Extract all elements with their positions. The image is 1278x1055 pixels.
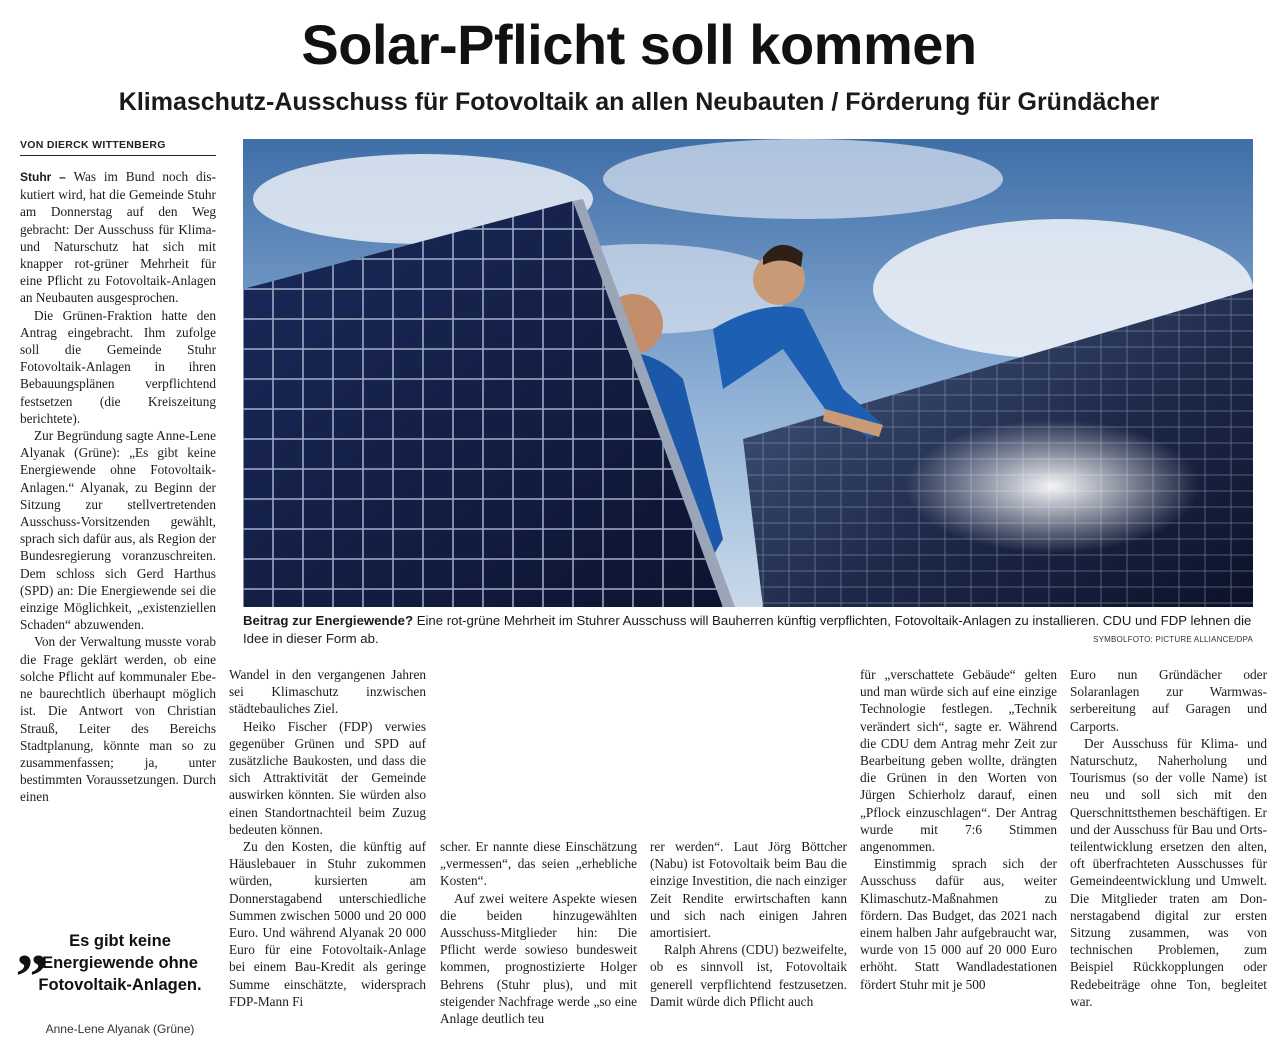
solar-panel-installation-image: [243, 139, 1253, 607]
paragraph: Von der Verwaltung musste vorab die Frage geklärt werden, ob eine solche Pflicht auf kommunaler Ebene baurechtlich überhaupt möglich ist. Die Antwort von Christian Strauß, Leiter des Bereichs Stadtplanung, könnte man so zu zusammenfassen; ja, unter bestimmten Voraussetzungen. Durch einen: [20, 634, 216, 805]
subheadline: Klimaschutz-Ausschuss für Fotovoltaik an allen Neubauten / Förderung für Gründächer: [118, 88, 1160, 116]
photo-credit: SYMBOLFOTO: PICTURE ALLIANCE/DPA: [1093, 635, 1253, 644]
paragraph: Heiko Fischer (FDP) verwies gegenüber Grünen und SPD auf zusätzliche Baukosten, und dass die sich Attraktivität der Gemeinde auswirken könnten. Sie würden also einen Standortnachteil beim Zuzug bedeuten können.: [229, 718, 426, 837]
paragraph: Zu den Kosten, die künftig auf Häuslebauer in Stuhr zukommen würden, kursierten am Donnerstagabend unterschiedliche Summen zwischen 5000 und 20 000 Euro. Und während Alyanak 20 000 Euro für eine Fotovoltaik-Anlage bei einem Bau-Kredit als geringe Summe einschätzte, widersprach FDP-Mann Fi: [229, 839, 426, 1009]
article-column-4: [650, 838, 847, 1046]
paragraph: Ralph Ahrens (CDU) bezweifelte, ob es sinnvoll ist, Fotovoltaik generell verpflichtend festzusetzen. Damit würde dich Pflicht auch: [650, 942, 847, 1009]
pull-quote-line: Fotovoltaik-Anlagen.: [38, 976, 202, 994]
paragraph: Auf zwei weitere Aspekte wiesen die beiden hinzugewählten Ausschuss-Mitglieder hin: Die Pflicht werde sowieso bundesweit kommen, prognostizierte Holger Behrens (Stuhr plus), und mit steigender Nachfrage werde „so eine Anlage deutlich teu: [440, 890, 637, 1027]
dateline: Stuhr –: [20, 170, 66, 184]
paragraph: Wandel in den vergangenen Jahren sei Klimaschutz inzwischen städtebauliches Ziel.: [229, 667, 426, 717]
article-column-5: [860, 666, 1057, 1046]
paragraph: Die Grünen-Fraktion hatte den Antrag eingebracht. Ihm zufolge soll die Gemeinde Stuhr Fotovoltaik-Anlagen in ihren Bebauungsplänen verpflichtend festsetzen (die Kreiszeitung berichtete).: [20, 307, 216, 426]
headline: Solar-Pflicht soll kommen: [301, 13, 977, 76]
article-column-1: [20, 168, 216, 908]
article-photo: [243, 139, 1253, 607]
pull-quote-author: Anne-Lene Alyanak (Grüne): [45, 1022, 195, 1036]
caption-lead: Beitrag zur Energiewende?: [243, 613, 414, 628]
paragraph: für „verschattete Gebäude“ gelten und man würde sich auf eine einzige Technologie festlegen. „Technik verändert sich“, sagte er. Während die CDU dem Antrag mehr Zeit zur Bearbeitung geben wollte, drängten die Grünen in den Worten von Jürgen Schierholz darauf, einen „Pflock einzuschlagen“. Der Antrag wurde mit 7:6 Stimmen angenommen.: [860, 667, 1057, 855]
caption-text: Eine rot-grüne Mehrheit im Stuhrer Ausschuss will Bauherren künftig verpflichten, Fotovoltaik-Anlagen zu installieren. CDU und FDP lehnen die Idee in dieser Form ab.: [243, 613, 1252, 646]
pull-quote: [20, 930, 220, 996]
paragraph: rer werden“. Laut Jörg Böttcher (Nabu) ist Fotovoltaik beim Bau die einzige Investition, die nach einziger Zeit Rendite erwirtschaften kann und sich nach einigen Jahren amortisiert.: [650, 839, 847, 941]
article-column-3: [440, 838, 637, 1046]
paragraph: scher. Er nannte diese Einschätzung „vermessen“, das seien „erhebliche Kosten“.: [440, 839, 637, 889]
pull-quote-line: Es gibt keine: [69, 932, 171, 950]
article-column-6: [1070, 666, 1267, 1046]
pull-quote-line: Energiewende ohne: [42, 954, 198, 972]
paragraph: Einstimmig sprach sich der Ausschuss dafür aus, weiter Klimaschutz-Maßnahmen zu fördern. Das Budget, das 2021 nach einem halben Jahr aufgebraucht war, wurde von 15 000 auf 20 000 Euro erhöht. Statt Wandladestationen fördert Stuhr mit je 500: [860, 856, 1057, 992]
quote-mark-icon: „: [16, 908, 48, 979]
paragraph: Was im Bund noch diskutiert wird, hat die Gemeinde Stuhr am Donnerstag auf den Weg gebracht: Der Ausschuss für Klima- und Naturschutz hat sich mit knapper rot-grüner Mehrheit für eine Pflicht zu Fotovoltaik-Anlagen an Neubauten ausgesprochen.: [20, 169, 216, 306]
article-column-2: [229, 666, 426, 1046]
paragraph: Zur Begründung sagte Anne-Lene Alyanak (Grüne): „Es gibt keine Energiewende ohne Fotovoltaik-Anlagen.“ Alyanak, zu Beginn der Sitzung zur stellvertretenden Ausschuss-Vorsitzenden gewählt, sprach sich dafür aus, als Region der Bundesregierung voranzuschreiten. Dem schloss sich Gerd Harthus (SPD) an: Die Energiewende sei die einzige Möglichkeit, „existenziellen Schaden“ abzuwenden.: [20, 428, 216, 633]
paragraph: Euro nun Gründächer oder Solaranlagen zur Warmwasserbereitung auf Garagen und Carports.: [1070, 667, 1267, 734]
paragraph: Der Ausschuss für Klima- und Naturschutz, Naherholung und Tourismus (so der volle Name) ist neu und soll sich mit den Querschnittsthemen beschäftigen. Er und der Ausschuss für Bau und Ortsteilentwicklung ersetzen den alten, oft überfrachteten Ausschusses für Gemeindeentwicklung und Umwelt. Die Mitglieder traten am Donnerstagabend digital zur ersten Sitzung zusammen, was von technischen Problemen, zum Beispiel Rückkopplungen oder Redebeiträge ohne Ton, begleitet war.: [1070, 735, 1267, 1009]
byline: VON DIERCK WITTENBERG: [20, 138, 216, 156]
